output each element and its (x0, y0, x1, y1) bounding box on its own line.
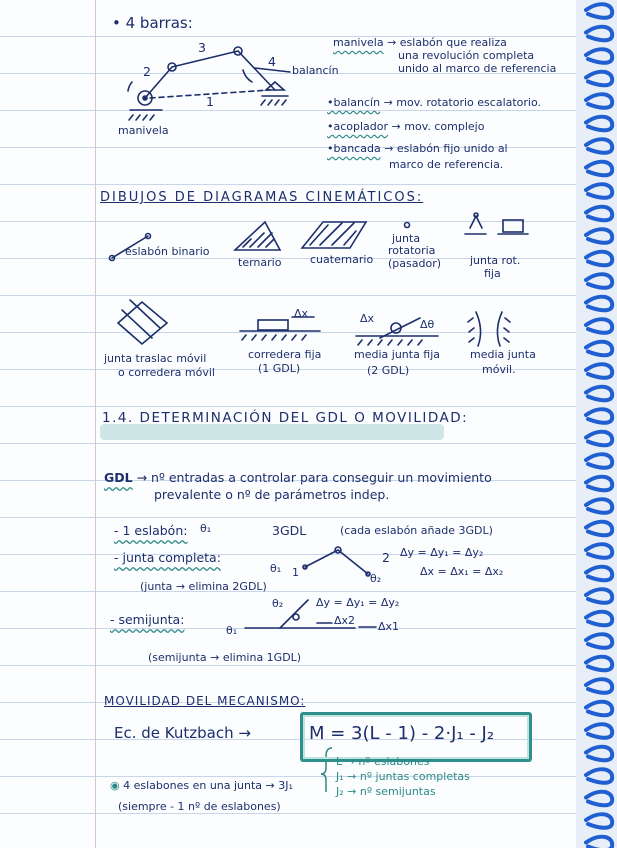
quaternary-hatch (310, 223, 356, 245)
junta-completa-label: - junta completa: (114, 550, 221, 565)
junta-note: (junta → elimina 2GDL) (140, 580, 267, 593)
label-eslabon-binario: eslabón binario (125, 245, 210, 258)
def-manivela-line3: unido al marco de referencia (398, 62, 557, 75)
legend-j1: J₁ → nº juntas completas (336, 770, 470, 783)
label-media-fija-2: (2 GDL) (367, 364, 410, 377)
manivela-label: manivela (118, 124, 169, 137)
kutzbach-formula: M = 3(L - 1) - 2·J₁ - J₂ (309, 723, 495, 744)
label-half-dtheta: Δθ (420, 318, 435, 331)
cam-left (476, 312, 481, 346)
semi-theta1: θ₁ (226, 624, 238, 637)
label-corredera-2: (1 GDL) (258, 362, 301, 375)
cam-right (497, 312, 502, 346)
semi-dx2: Δx2 (334, 614, 356, 627)
def-manivela-term: manivela → eslabón que realiza (333, 36, 507, 49)
semi-theta2: θ₂ (272, 597, 284, 610)
crank-arc (128, 82, 132, 91)
label-media-movil-1: media junta (470, 348, 536, 361)
eslabon-note: (cada eslabón añade 3GDL) (340, 524, 493, 537)
gdl-line1: GDL → nº entradas a controlar para conseguir un movimiento (104, 470, 492, 485)
label-half-dx: Δx (360, 312, 375, 325)
label-cuaternario: cuaternario (310, 253, 374, 266)
cam-hatch (468, 318, 510, 342)
half-joint-bar (380, 318, 420, 338)
ternary-link (235, 222, 280, 250)
semijunta-label: - semijunta: (110, 612, 185, 627)
semi-dx1: Δx1 (378, 620, 400, 633)
def-bancada: •bancada → eslabón fijo unido al (327, 142, 508, 155)
slider-block (258, 320, 288, 330)
hatch-b (261, 100, 286, 105)
bars-label-1: 1 (206, 94, 214, 109)
note-line2: (siempre - 1 nº de eslabones) (118, 800, 281, 813)
junta-eq1: Δy = Δy₁ = Δy₂ (400, 546, 484, 559)
ternary-hatch (243, 233, 274, 247)
note-line1: ◉ 4 eslabones en una junta → 3J₁ (110, 779, 293, 792)
label-junta-rotatoria-1: junta (392, 232, 421, 245)
bars-label-4: 4 (268, 54, 276, 69)
label-media-fija-1: media junta fija (354, 348, 441, 361)
full-joint-links (305, 550, 368, 574)
junta-eq2: Δx = Δx₁ = Δx₂ (420, 565, 504, 578)
semi-contact (293, 614, 299, 620)
gdl-line2: prevalente o nº de parámetros indep. (154, 487, 390, 502)
movilidad-heading: MOVILIDAD DEL MECANISMO: (104, 694, 306, 708)
label-junta-rotatoria-2: rotatoria (388, 244, 436, 257)
bars-label-2: 2 (143, 64, 151, 79)
junta-num2: 2 (382, 550, 390, 565)
def-balancin: •balancín → mov. rotatorio escalatorio. (327, 96, 542, 109)
label-ternario: ternario (238, 256, 282, 269)
eslabon-symbols: θ₁ (200, 522, 212, 535)
junta-num1: 1 (292, 566, 299, 579)
label-junta-rotatoria-3: (pasador) (388, 257, 442, 270)
dibujos-heading: DIBUJOS DE DIAGRAMAS CINEMÁTICOS: (100, 190, 424, 205)
label-traslac-2: o corredera móvil (118, 366, 215, 379)
prismatic-rail (122, 310, 152, 338)
label-junta-rot-fija-2: fija (484, 267, 501, 280)
label-traslac-1: junta traslac móvil (104, 352, 207, 365)
eslabon-value: 3GDL (272, 523, 307, 538)
semi-eq1: Δy = Δy₁ = Δy₂ (316, 596, 400, 609)
prismatic-block (118, 302, 167, 344)
section-highlight (100, 424, 444, 440)
bars-label-3: 3 (198, 40, 206, 55)
label-slider-dx: Δx (294, 307, 309, 320)
junta-theta1: θ₁ (270, 562, 282, 575)
fixed-joint-a (470, 216, 482, 228)
bars-title: • 4 barras: (112, 14, 193, 32)
kutzbach-label: Ec. de Kutzbach → (114, 724, 251, 742)
legend-l: L → nº eslabones (336, 755, 430, 768)
junta-theta2: θ₂ (370, 572, 382, 585)
hatch-a (129, 115, 154, 120)
def-bancada-line2: marco de referencia. (389, 158, 504, 171)
def-acoplador: •acoplador → mov. complejo (327, 120, 485, 133)
slider-hatch (242, 335, 306, 340)
eslabon-row: - 1 eslabón: (114, 523, 188, 538)
legend-j2: J₂ → nº semijuntas (336, 785, 436, 798)
balancin-label: balancín (292, 64, 339, 77)
section-title: 1.4. DETERMINACIÓN DEL GDL O MOVILIDAD: (102, 410, 469, 426)
half-joint-hatch (358, 340, 422, 345)
label-corredera-1: corredera fija (248, 348, 322, 361)
rotary-joint-pin (405, 223, 410, 228)
fixed-joint-b (503, 220, 523, 232)
semi-note: (semijunta → elimina 1GDL) (148, 651, 302, 664)
label-junta-rot-fija-1: junta rot. (470, 254, 521, 267)
label-media-movil-2: móvil. (482, 363, 516, 376)
rocker-arc (243, 70, 252, 82)
def-manivela-line2: una revolución completa (398, 49, 535, 62)
